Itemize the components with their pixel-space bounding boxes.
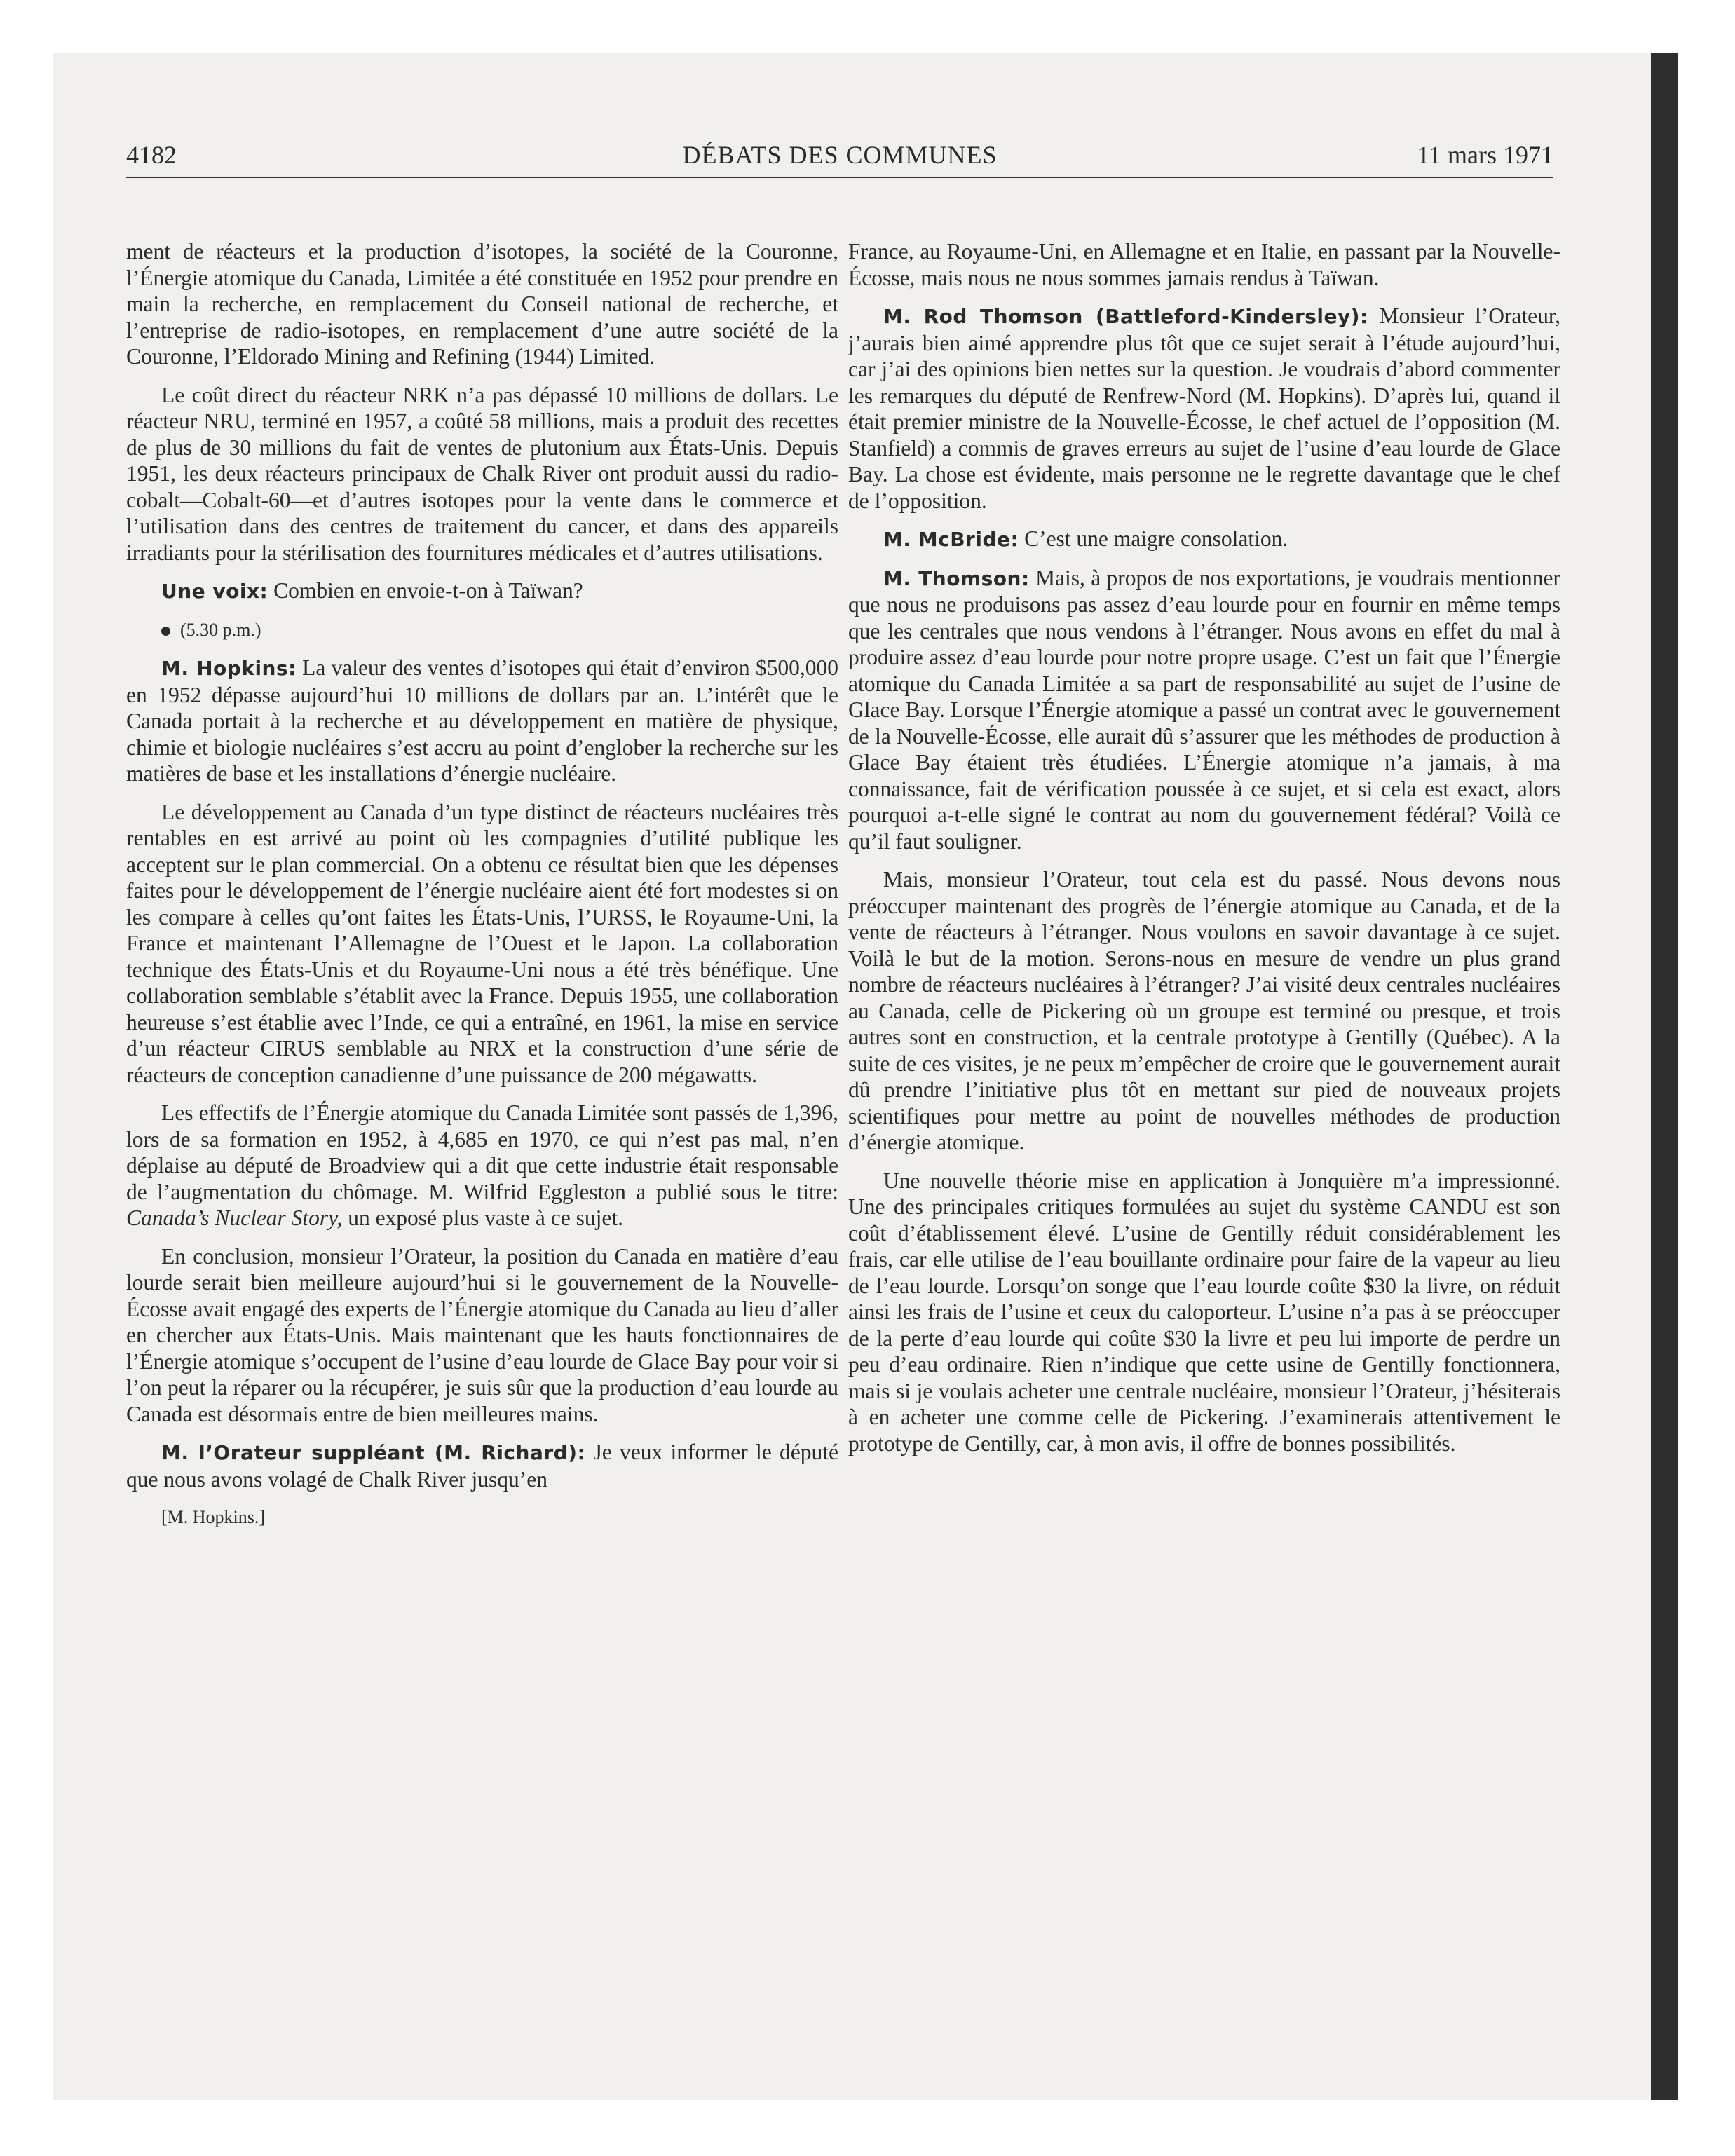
speaker-name: M. Hopkins: — [161, 657, 297, 680]
book-title: Canada’s Nuclear Story, — [126, 1206, 343, 1230]
speaker-name: M. Thomson: — [883, 566, 1030, 590]
paragraph-text: Les effectifs de l’Énergie atomique du Canada Limitée sont passés de 1,396, lors de sa formation en 1952, à 4,685 en 1970, ce qui n’est pas mal, n’en déplaise au député de Broadview qui a dit que cette industrie était responsable de l’augmentation du chômage. M. Wilfrid Eggleston a publié sous le titre: — [126, 1100, 838, 1204]
paragraph: Mais, monsieur l’Orateur, tout cela est du passé. Nous devons nous préoccuper maintenant des progrès de l’énergie atomique au Canada, et de la vente de réacteurs à l’étranger. Nous voulons en savoir davantage à ce sujet. Voilà le but de la motion. Serons-nous en mesure de vendre un plus grand nombre de réacteurs nucléaires à l’étranger? J’ai visité deux centrales nucléaires au Canada, celle de Pickering où un groupe est terminé ou presque, et trois autres sont en construction, et la centrale prototype à Gentilly (Québec). A la suite de ces visites, je ne peux m’empêcher de croire que le gouvernement aurait dû prendre l’initiative plus tôt en mettant sur pied de nouveaux projets scientifiques pour mettre au point de nouvelles méthodes de production d’énergie atomique. — [848, 867, 1560, 1154]
speech — [126, 655, 838, 787]
timestamp — [126, 617, 838, 643]
speaker-reference: [M. Hopkins.] — [161, 1507, 266, 1527]
page-title: DÉBATS DES COMMUNES — [682, 141, 998, 169]
speaker-name: M. Rod Thomson (Battleford-Kindersley): — [883, 305, 1368, 328]
speech — [126, 578, 838, 605]
right-column — [848, 238, 1560, 1468]
speech-text: Combien en envoie-t-on à Taïwan? — [268, 578, 583, 603]
page-header — [126, 137, 1553, 178]
paragraph — [126, 1100, 838, 1231]
paragraph: France, au Royaume-Uni, en Allemagne et en Italie, en passant par la Nouvelle-Écosse, mais nous ne nous sommes jamais rendus à Taïwan. — [848, 239, 1560, 290]
paragraph: Le développement au Canada d’un type distinct de réacteurs nucléaires très rentables en est arrivé au point où les compagnies d’utilité publique les acceptent sur le plan commercial. On a obtenu ce résultat bien que les dépenses faites pour le développement de l’énergie nucléaire aient été fort modestes si on les compare à celles qu’ont faites les États-Unis, l’URSS, le Royaume-Uni, la France et maintenant l’Allemagne de l’Ouest et le Japon. La collaboration technique des États-Unis et du Royaume-Uni nous a été très bénéfique. Une collaboration semblable s’établit avec la France. Depuis 1955, une collaboration heureuse s’est établie avec l’Inde, ce qui a entraîné, en 1961, la mise en service d’un réacteur CIRUS semblable au NRX et la construction d’une série de réacteurs de conception canadienne d’une puissance de 200 mégawatts. — [126, 799, 838, 1087]
left-column — [126, 238, 838, 1543]
speech-text: Monsieur l’Orateur, j’aurais bien aimé apprendre plus tôt que ce sujet serait à l’étude aujourd’hui, car j’ai des opinions bien nettes sur la question. Je voudrais d’abord commenter les remarques du député de Renfrew-Nord (M. Hopkins). D’après lui, quand il était premier ministre de la Nouvelle-Écosse, le chef actuel de l’opposition (M. Stanfield) a commis de graves erreurs au sujet de l’usine d’eau lourde de Glace Bay. La chose est évidente, mais personne ne le regrette davantage que le chef de l’opposition. — [848, 303, 1560, 513]
speech — [848, 526, 1560, 553]
speech-text: La valeur des ventes d’isotopes qui était d’environ $500,000 en 1952 dépasse aujourd’hui 10 millions de dollars par an. L’intérêt que le Canada portait à la recherche et au développement en matière de physique, chimie et biologie nucléaires s’est accru au point d’englober la recherche sur les matières de base et les installations d’énergie nucléaire. — [126, 655, 839, 786]
speech-text: C’est une maigre consolation. — [1019, 526, 1288, 551]
paragraph: Le coût direct du réacteur NRK n’a pas dépassé 10 millions de dollars. Le réacteur NRU, terminé en 1957, a coûté 58 millions, mais a produit des recettes de plus de 30 millions du fait de ventes de plutonium aux États-Unis. Depuis 1951, les deux réacteurs principaux de Chalk River ont produit aussi du radio-cobalt—Cobalt-60—et d’autres isotopes pour la vente dans le commerce et l’utilisation dans des centres de traitement du cancer, et dans des appareils irradiants pour la stérilisation des fournitures médicales et d’autres utilisations. — [126, 382, 838, 565]
paragraph: En conclusion, monsieur l’Orateur, la position du Canada en matière d’eau lourde serait bien meilleure aujourd’hui si le gouvernement de la Nouvelle-Écosse avait engagé des experts de l’Énergie atomique du Canada au lieu d’aller en chercher aux États-Unis. Mais maintenant que les hauts fonctionnaires de l’Énergie atomique s’occupent de l’usine d’eau lourde de Glace Bay pour voir si l’on peut la réparer ou la récupérer, je suis sûr que la production d’eau lourde au Canada est désormais entre de bien meilleures mains. — [126, 1243, 838, 1426]
paragraph-text: un exposé plus vaste à ce sujet. — [342, 1206, 623, 1230]
paragraph: ment de réacteurs et la production d’isotopes, la société de la Couronne, l’Énergie atomique du Canada, Limitée a été constituée en 1952 pour prendre en main la recherche, en remplacement du Conseil national de recherche, et l’entreprise de radio-isotopes, en remplacement d’une autre société de la Couronne, l’Eldorado Mining and Refining (1944) Limited. — [126, 239, 838, 369]
speaker-name: Une voix: — [161, 580, 268, 603]
speech — [848, 303, 1560, 514]
speech-text: Je veux informer le député que nous avons volagé de Chalk River jusqu’en — [126, 1440, 838, 1492]
timestamp-text: (5.30 p.m.) — [180, 619, 261, 640]
speaker-name: M. McBride: — [883, 528, 1019, 551]
page-date: 11 mars 1971 — [1417, 141, 1553, 169]
speech — [126, 1439, 838, 1492]
bullet-icon — [161, 627, 170, 636]
speech — [848, 565, 1560, 855]
page-number: 4182 — [126, 141, 177, 169]
paragraph: Une nouvelle théorie mise en application à Jonquière m’a impressionné. Une des principales critiques formulées au sujet du système CANDU est son coût d’établissement élevé. L’usine de Gentilly réduit considérablement les frais, car elle utilise de l’eau bouillante ordinaire pour faire de la vapeur au lieu de l’eau lourde. Lorsqu’on songe que l’eau lourde coûte $30 la livre, on réduit ainsi les frais de l’usine et ceux du caloporteur. L’usine n’a pas à se préoccuper de la perte d’eau lourde qui coûte $30 la livre et peu lui importe de perdre un peu d’eau ordinaire. Rien n’indique que cette usine de Gentilly fonctionnera, mais si je voulais acheter une centrale nucléaire, monsieur l’Orateur, j’hésiterais à en acheter une comme celle de Pickering. J’examinerais attentivement le prototype de Gentilly, car, à mon avis, il offre de bonnes possibilités. — [848, 1168, 1560, 1456]
speaker-name: M. l’Orateur suppléant (M. Richard): — [161, 1441, 586, 1464]
speech-text: Mais, à propos de nos exportations, je voudrais mentionner que nous ne produisons pas assez d’eau lourde pour en fournir en même temps que les centrales que nous vendons à l’étranger. Nous avons en effet du mal à produire assez d’eau lourde pour notre propre usage. C’est un fait que l’Énergie atomique du Canada Limitée a sa part de responsabilité au sujet de l’usine de Glace Bay. Lorsque l’Énergie atomique a passé un contrat avec le gouvernement de la Nouvelle-Écosse, elle aurait dû s’assurer que les méthodes de production à Glace Bay étaient très étudiées. L’Énergie atomique n’a jamais, à ma connaissance, fait de vérification poussée à ce sujet, et si cela est exact, alors pourquoi a-t-elle signé le contrat au nom du gouvernement fédéral? Voilà ce qu’il faut souligner. — [848, 565, 1560, 854]
scan-edge-bar — [1651, 53, 1678, 2100]
